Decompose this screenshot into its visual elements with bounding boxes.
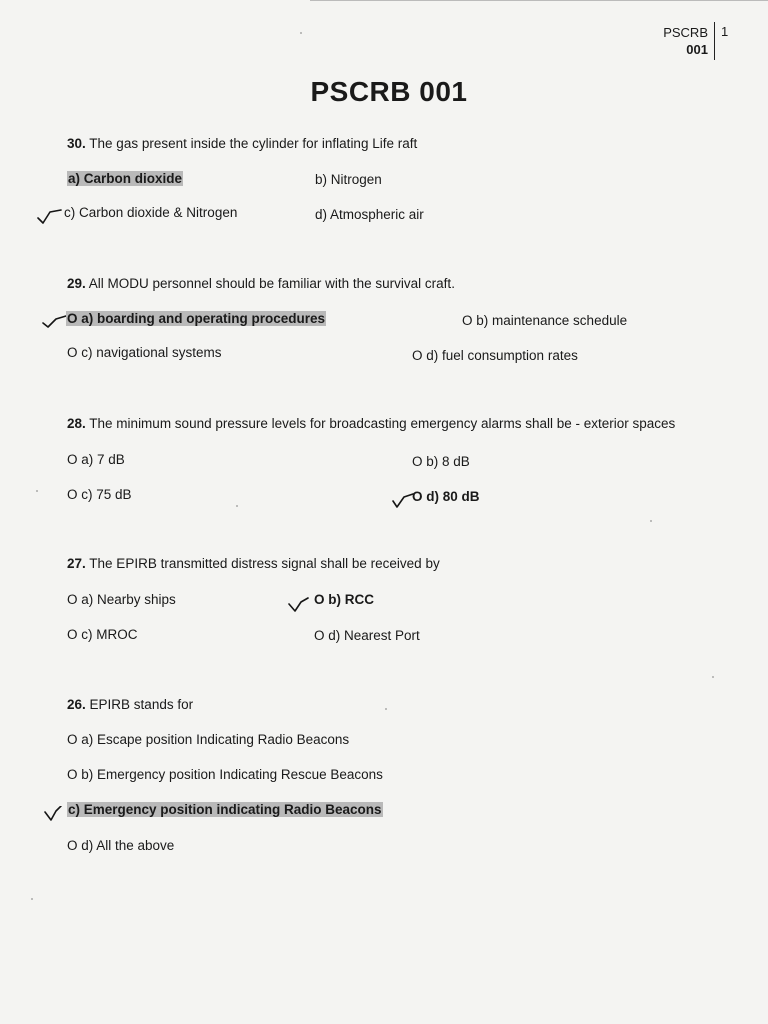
q29-option-c: O c) navigational systems bbox=[67, 345, 222, 360]
scan-speck bbox=[300, 32, 302, 34]
header-divider bbox=[714, 22, 715, 60]
checkmark-icon bbox=[42, 314, 68, 330]
scan-speck bbox=[385, 708, 387, 710]
q27-option-d: O d) Nearest Port bbox=[314, 628, 420, 643]
scan-speck bbox=[31, 898, 33, 900]
q26-option-c: c) Emergency position indicating Radio Beacons bbox=[68, 802, 382, 817]
question-30 bbox=[67, 136, 417, 151]
q27-option-b: O b) RCC bbox=[314, 592, 374, 607]
question-28-number: 28. bbox=[67, 416, 86, 431]
q30-option-a: a) Carbon dioxide bbox=[68, 171, 183, 186]
header-code bbox=[663, 24, 708, 58]
q28-option-c: O c) 75 dB bbox=[67, 487, 132, 502]
header-code-line1: PSCRB bbox=[663, 25, 708, 40]
question-27-number: 27. bbox=[67, 556, 86, 571]
q28-option-a: O a) 7 dB bbox=[67, 452, 125, 467]
header-code-line2: 001 bbox=[686, 42, 708, 57]
checkmark-icon bbox=[288, 597, 314, 613]
top-scan-edge bbox=[310, 0, 768, 1]
question-26 bbox=[67, 697, 193, 712]
question-30-number: 30. bbox=[67, 136, 86, 151]
q27-option-c: O c) MROC bbox=[67, 627, 138, 642]
q30-option-d: d) Atmospheric air bbox=[315, 207, 424, 222]
question-26-text: EPIRB stands for bbox=[89, 697, 194, 712]
question-29-text: All MODU personnel should be familiar with the survival craft. bbox=[88, 276, 455, 291]
question-27-text: The EPIRB transmitted distress signal shall be received by bbox=[89, 556, 440, 571]
page-number: 1 bbox=[721, 24, 729, 39]
question-26-number: 26. bbox=[67, 697, 86, 712]
q29-option-b: O b) maintenance schedule bbox=[462, 313, 628, 328]
page-title: PSCRB 001 bbox=[310, 76, 468, 107]
q26-option-d: O d) All the above bbox=[67, 838, 175, 853]
q30-option-c: c) Carbon dioxide & Nitrogen bbox=[64, 205, 238, 220]
question-29-number: 29. bbox=[67, 276, 86, 291]
scan-speck bbox=[712, 676, 714, 678]
q29-option-d: O d) fuel consumption rates bbox=[412, 348, 578, 363]
q28-option-d: O d) 80 dB bbox=[412, 489, 480, 504]
q30-option-b: b) Nitrogen bbox=[315, 172, 382, 187]
question-30-text: The gas present inside the cylinder for inflating Life raft bbox=[89, 136, 418, 151]
scan-speck bbox=[650, 520, 652, 522]
question-28-text: The minimum sound pressure levels for broadcasting emergency alarms shall be - exterior spaces bbox=[89, 416, 676, 431]
q27-option-a: O a) Nearby ships bbox=[67, 592, 176, 607]
question-29 bbox=[67, 276, 455, 291]
q26-option-a: O a) Escape position Indicating Radio Beacons bbox=[67, 732, 350, 747]
scan-speck bbox=[36, 490, 38, 492]
question-27 bbox=[67, 556, 440, 571]
question-28 bbox=[67, 416, 675, 431]
q26-option-b: O b) Emergency position Indicating Rescue Beacons bbox=[67, 767, 383, 782]
q29-option-a: O a) boarding and operating procedures bbox=[67, 311, 326, 326]
scan-speck bbox=[236, 505, 238, 507]
checkmark-icon bbox=[37, 208, 63, 224]
q28-option-b: O b) 8 dB bbox=[412, 454, 470, 469]
